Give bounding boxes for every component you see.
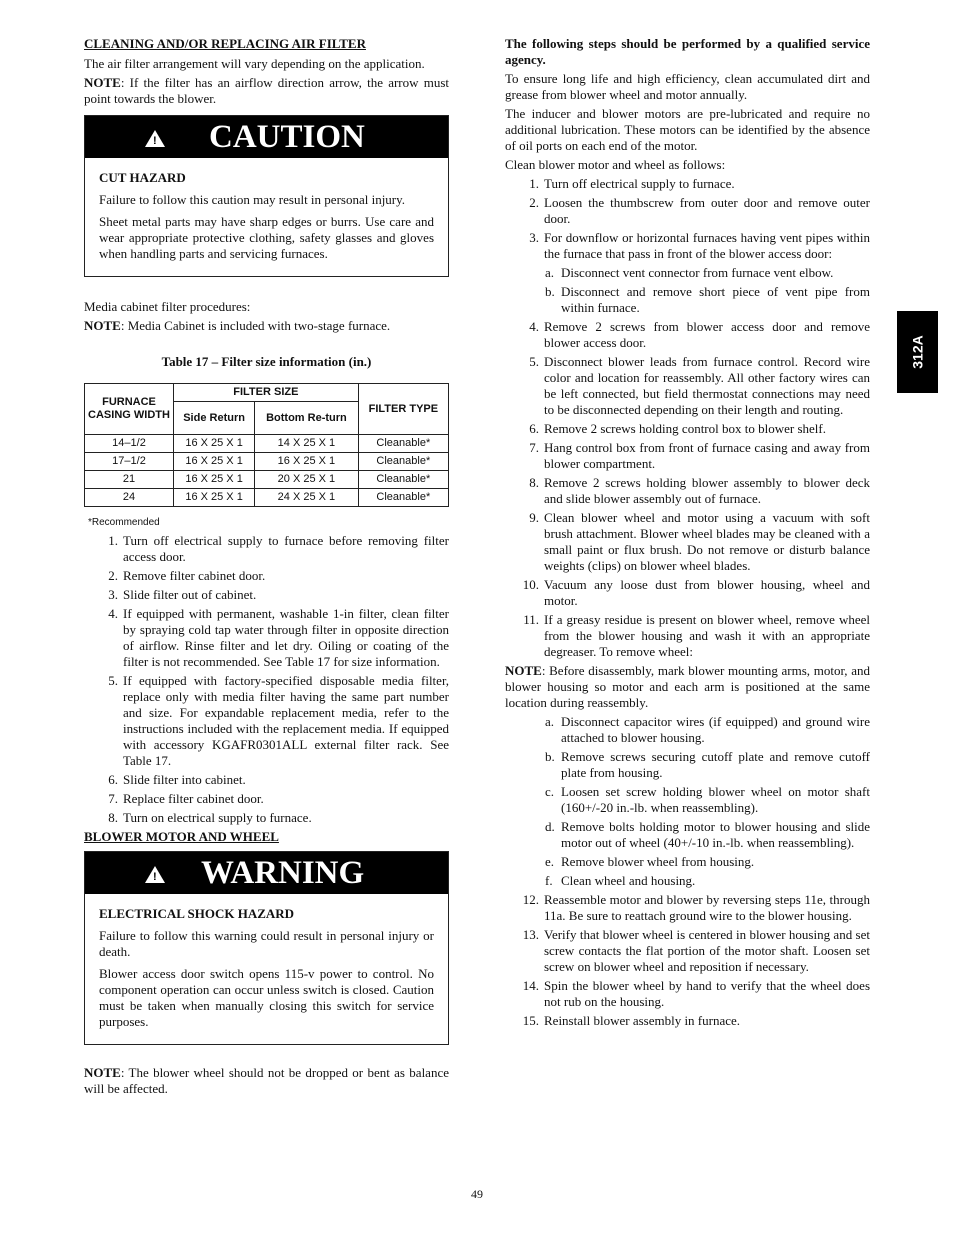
- list-item: c. Loosen set screw holding blower wheel on motor shaft (160+/-20 in.-lb. when reassembling).: [545, 784, 870, 815]
- list-item: 8. Turn on electrical supply to furnace.: [108, 810, 312, 825]
- maintenance-paragraph-1: To ensure long life and high efficiency, clean accumulated dirt and grease from blower wheel and motor annually.: [505, 71, 870, 102]
- table-row: 21 16 X 25 X 1 20 X 25 X 1 Cleanable*: [85, 471, 449, 489]
- list-item: 4. Remove 2 screws from blower access door and remove blower access door.: [529, 319, 870, 350]
- right-column: [505, 36, 870, 1032]
- list-item: a. Disconnect vent connector from furnace vent elbow.: [545, 265, 834, 280]
- list-item: 1. Turn off electrical supply to furnace.: [529, 176, 735, 191]
- list-item: 5. If equipped with factory-specified disposable media filter, replace only with media filter having the same part number and size. For expandable replacement media, refer to the instructions included with the replacement media. If equipped with accessory KGAFR0301ALL external filter rack. See Table 17.: [108, 673, 449, 768]
- caution-text-1: Failure to follow this caution may result in personal injury.: [99, 192, 406, 207]
- warning-triangle-icon: [145, 866, 165, 883]
- disassembly-note: NOTE: Before disassembly, mark blower mounting arms, motor, and blower housing so motor and each arm is positioned at the same location during reassembly.: [505, 663, 870, 710]
- warning-banner: [85, 852, 448, 894]
- caution-box: [84, 115, 449, 277]
- list-item: 13. Verify that blower wheel is centered in blower housing and set screw contacts the flat portion of the motor shaft. Loosen set screw on blower wheel and reposition if necessary.: [522, 927, 870, 974]
- table-row: 14–1/2 16 X 25 X 1 14 X 25 X 1 Cleanable*: [85, 435, 449, 453]
- filter-steps: [84, 533, 449, 826]
- media-cabinet-line: Media cabinet filter procedures:: [84, 299, 251, 314]
- maintenance-paragraph-3: Clean blower motor and wheel as follows:: [505, 157, 726, 172]
- col-header-side-return: Side Return: [174, 402, 255, 435]
- list-item: 2. Remove filter cabinet door.: [108, 568, 266, 583]
- warning-box: [84, 851, 449, 1045]
- warning-text-1: Failure to follow this warning could result in personal injury or death.: [99, 928, 434, 959]
- list-item: 7. Hang control box from front of furnace casing and away from blower compartment.: [529, 440, 870, 471]
- caution-banner: [85, 116, 448, 158]
- list-item: 10. Vacuum any loose dust from blower housing, wheel and motor.: [522, 577, 870, 608]
- list-item: 3. Slide filter out of cabinet.: [108, 587, 257, 602]
- list-item: 9. Clean blower wheel and motor using a vacuum with soft brush attachment. Blower wheel blades may be cleaned with a small paint or flux brush. Do not remove or disturb balance weights (clips) on blower wheel blades.: [529, 510, 870, 573]
- model-side-tab: 312A: [897, 311, 938, 393]
- list-item: 8. Remove 2 screws holding blower assembly to blower deck and slide blower assembly out of furnace.: [529, 475, 870, 506]
- media-cabinet-note: NOTE: Media Cabinet is included with two-stage furnace.: [84, 318, 391, 333]
- warning-title: WARNING: [201, 855, 365, 891]
- blower-steps-final: [505, 892, 870, 1029]
- col-header-filter-size: FILTER SIZE: [174, 384, 359, 402]
- substeps-11: [505, 714, 870, 889]
- section-heading-air-filter: CLEANING AND/OR REPLACING AIR FILTER: [84, 36, 366, 51]
- air-filter-intro: The air filter arrangement will vary depending on the application.: [84, 56, 425, 71]
- list-item: 4. If equipped with permanent, washable 1-in filter, clean filter by spraying cold tap water through filter in opposite direction of airflow. Rinse filter and let dry. Oiling or coating of the filter is not recommended. See Table 17 for size information.: [108, 606, 449, 669]
- maintenance-paragraph-2: The inducer and blower motors are pre-lubricated and require no additional lubrication. These motors can be identified by the absence of oil ports on each end of the motor.: [505, 106, 870, 153]
- qualified-agency-lead: The following steps should be performed by a qualified service agency.: [505, 36, 870, 67]
- list-item: 7. Replace filter cabinet door.: [108, 791, 264, 806]
- left-column: [84, 36, 449, 1100]
- col-header-filter-type: FILTER TYPE: [358, 384, 448, 435]
- caution-title: CAUTION: [209, 119, 365, 155]
- table-row: 17–1/2 16 X 25 X 1 16 X 25 X 1 Cleanable*: [85, 453, 449, 471]
- caution-text-2: Sheet metal parts may have sharp edges or burrs. Use care and wear appropriate protective clothing, safety glasses and gloves when handling parts and servicing furnaces.: [99, 214, 434, 261]
- list-item: 12. Reassemble motor and blower by reversing steps 11e, through 11a. Be sure to reattach ground wire to the blower housing.: [522, 892, 870, 923]
- list-item: 1. Turn off electrical supply to furnace before removing filter access door.: [108, 533, 449, 564]
- list-item: 3. For downflow or horizontal furnaces having vent pipes within the furnace that pass in front of the blower access door:: [529, 230, 870, 261]
- list-item: b. Remove screws securing cutoff plate and remove cutoff plate from housing.: [545, 749, 870, 780]
- list-item: 6. Remove 2 screws holding control box to blower shelf.: [529, 421, 826, 436]
- list-item: 14. Spin the blower wheel by hand to verify that the wheel does not rub on the housing.: [522, 978, 870, 1009]
- warning-triangle-icon: [145, 130, 165, 147]
- list-item: b. Disconnect and remove short piece of vent pipe from within furnace.: [545, 284, 870, 315]
- warning-text-2: Blower access door switch opens 115-v power to control. No component operation can occur unless switch is closed. Caution must be taken when manually closing this switch for service purposes.: [99, 966, 434, 1029]
- list-item: 2. Loosen the thumbscrew from outer door and remove outer door.: [529, 195, 870, 226]
- filter-size-table: [84, 383, 449, 507]
- page-number: 49: [471, 1187, 483, 1201]
- list-item: 11. If a greasy residue is present on blower wheel, remove wheel from the blower housing and wash it with an appropriate degreaser. To remove wheel:: [523, 612, 870, 659]
- list-item: 6. Slide filter into cabinet.: [108, 772, 246, 787]
- shock-hazard-heading: ELECTRICAL SHOCK HAZARD: [99, 906, 295, 921]
- list-item: e. Remove blower wheel from housing.: [545, 854, 755, 869]
- table-footnote: *Recommended: [88, 517, 160, 528]
- table-caption: Table 17 – Filter size information (in.): [161, 354, 372, 369]
- col-header-bottom-return: Bottom Re-turn: [255, 402, 359, 435]
- col-header-casing: FURNACE CASING WIDTH: [85, 384, 174, 435]
- cut-hazard-heading: CUT HAZARD: [99, 170, 186, 185]
- table-row: 24 16 X 25 X 1 24 X 25 X 1 Cleanable*: [85, 489, 449, 507]
- substeps-3: [505, 265, 870, 316]
- blower-wheel-note: NOTE: The blower wheel should not be dropped or bent as balance will be affected.: [84, 1065, 449, 1096]
- list-item: a. Disconnect capacitor wires (if equipped) and ground wire attached to blower housing.: [545, 714, 870, 745]
- blower-steps: [505, 176, 870, 262]
- list-item: d. Remove bolts holding motor to blower housing and slide motor out of wheel (40+/-10 in.-lb. when reassembling).: [545, 819, 870, 850]
- list-item: f. Clean wheel and housing.: [545, 873, 696, 888]
- section-heading-blower: BLOWER MOTOR AND WHEEL: [84, 829, 279, 844]
- blower-steps-continued: [505, 319, 870, 660]
- list-item: 5. Disconnect blower leads from furnace control. Record wire color and location for reassembly. All other factory wires can be left connected, but field thermostat connections may need to be disconnected depending on their length and routing.: [529, 354, 870, 417]
- airflow-note: NOTE: If the filter has an airflow direction arrow, the arrow must point towards the blower.: [84, 75, 449, 106]
- list-item: 15. Reinstall blower assembly in furnace.: [522, 1013, 741, 1028]
